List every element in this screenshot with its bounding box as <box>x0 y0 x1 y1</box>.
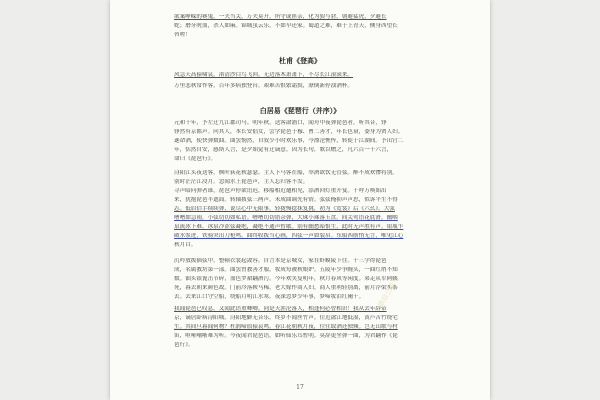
body-line: 来，犹抱琵琶半遮面。转轴拨弦三两声，未成曲调先有情。弦弦掩抑声声思，似诉平生不得 <box>174 197 398 203</box>
body-line: 京，谪居卧病浔阳城。浔阳地僻无音乐，终岁不闻丝竹声。住近湓江地低湿，黄芦苦竹绕宅 <box>174 315 398 321</box>
poem-title-denggao: 杜甫《登高》 <box>279 56 321 65</box>
body-line: 死，暮去朝来颜色故。门前冷落鞍马稀，老大嫁作商人妇。商人重利轻别离，前月浮梁买茶 <box>174 285 398 291</box>
preface-line: 元和十年，予左迁九江郡司马。明年秋，送客湓浦口，闻舟中夜弹琵琶者，听其音，铮 <box>174 120 387 126</box>
body-line: 成，名属教坊第一部。曲罢曾教善才服，妆成每被秋娘妒。五陵年少争缠头，一曲红绡不知 <box>174 267 398 273</box>
body-line: 沉吟放拨插弦中，整顿衣裳起敛容。自言本是京城女，家在虾蟆陵下住。十三学得琵琶 <box>174 258 387 264</box>
body-line: 笛，呕哑嘲哳难为听。今夜闻君琵琶语，如听仙乐耳暂明。莫辞更坐弹一曲，为君翻作《琵 <box>174 333 398 339</box>
watermark: 微信公众号 <box>376 274 401 309</box>
document-page <box>110 0 490 400</box>
body-line: 数。钿头银篦击节碎，血色罗裙翻酒污。今年欢笑复明年，秋月春风等闲度。弟走从军阿姨 <box>174 276 398 282</box>
preface-line: 铮然有京都声。问其人，本长安倡女，尝学琵琶于穆、曹二善才，年长色衰，委身为贾人妇。 <box>174 129 404 135</box>
poem-line: 风急天高猿啸哀，渚清沙白鸟飞回。无边落木萧萧下，不尽长江滚滚来。 <box>174 72 354 78</box>
poem-title-pipaxing: 白居易《琵琶行（并序）》 <box>259 106 341 115</box>
body-line: 寻声暗问弹者谁，琵琶声停欲语迟。移船相近邀相见，添酒回灯重开宴。千呼万唤始出 <box>174 188 387 194</box>
intro-line: 咨嗟！ <box>174 32 191 38</box>
body-line: 破水浆迸，铁骑突出刀枪鸣。曲终收拨当心画，四弦一声如裂帛。东船西舫悄无言，唯见江心 <box>174 233 404 239</box>
body-line: 去。去来江口守空船，绕船月明江水寒。夜深忽梦少年事，梦啼妆泪红阑干。 <box>174 294 365 300</box>
body-line: 我闻琵琶已叹息，又闻此语重唧唧。同是天涯沦落人，相逢何必曾相识！我从去年辞帝 <box>174 306 387 312</box>
intro-line: 蛇；磨牙吮血，杀人如麻。锦城虽云乐，不如早还家。蜀道之难，难于上青天，侧身西望长 <box>174 23 398 29</box>
body-line: 秋月白。 <box>174 242 197 248</box>
body-line: 浔阳江头夜送客，枫叶荻花秋瑟瑟。主人下马客在船，举酒欲饮无管弦。醉不成欢惨将别， <box>174 170 398 176</box>
body-line: 别时茫茫江浸月。忽闻水上琵琶声，主人忘归客不发。 <box>174 179 309 185</box>
body-line: 志。低眉信手续续弹，说尽心中无限事。轻拢慢捻抹复挑，初为《霓裳》后《六幺》。大弦 <box>174 206 395 212</box>
body-line: 泉流冰下难。冰泉冷涩弦凝绝，凝绝不通声暂歇。别有幽愁暗恨生，此时无声胜有声。银瓶乍 <box>174 224 404 230</box>
preface-line: 遂命酒，使快弹数曲。曲罢悯然，自叙少小时欢乐事，今漂沦憔悴，转徙于江湖间。予出官二 <box>174 138 404 144</box>
intro-line: 欲案峥嵘的赛鬼，一夫当关，万夫莫开，所守或匪亲，化为狼与豺。朝避猛虎，夕避长 <box>174 14 387 20</box>
preface-line: 命曰《琵琶行》。 <box>174 156 216 162</box>
body-line: 琶行》。 <box>174 342 194 348</box>
poem-line: 万里悲秋常作客，百年多病独登台。艰难苦恨繁霜鬓，潦倒新停浊酒杯。 <box>174 83 354 89</box>
page-number: 17 <box>296 384 304 391</box>
body-line: 嘈嘈如急雨，小弦切切如私语。嘈嘈切切错杂弹，大珠小珠落玉盘。间关莺语花底滑，幽咽 <box>174 215 398 221</box>
body-line: 生。其间旦暮闻何物？杜鹃啼血猿哀鸣。春江花朝秋月夜，往往取酒还独倾。岂无山歌与村 <box>174 324 398 330</box>
preface-line: 年，恬然自安，感斯人言，是夕始觉有迁谪意。因为长句，歌以赠之，凡六百一十六言， <box>174 147 393 153</box>
